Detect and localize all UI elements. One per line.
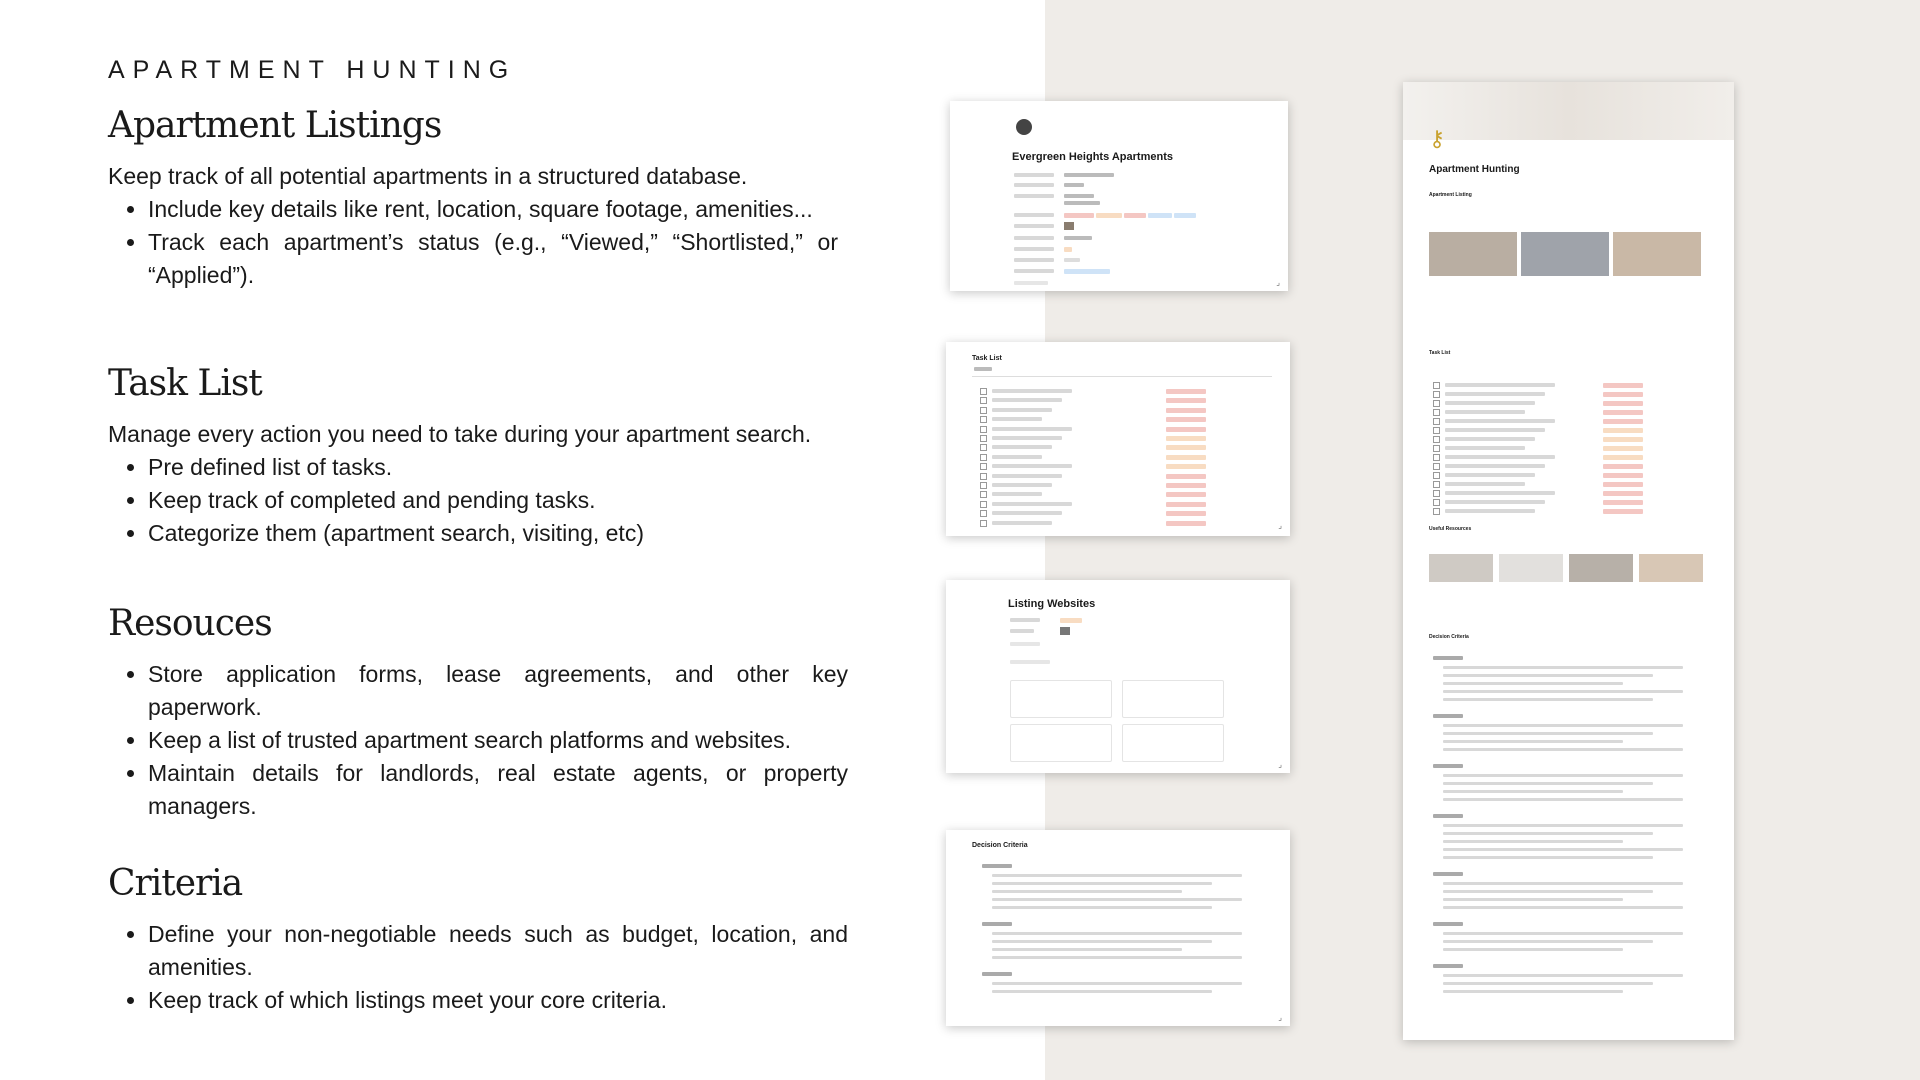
criteria-line	[1443, 940, 1653, 943]
property-row	[1014, 224, 1054, 228]
task-category-tag	[1166, 408, 1206, 413]
task-text-line	[992, 436, 1062, 440]
section-resources	[108, 603, 848, 823]
amenity-tag	[1148, 213, 1172, 218]
criteria-line	[1443, 798, 1683, 801]
criteria-line	[1443, 724, 1683, 727]
task-category-tag	[1603, 455, 1643, 460]
task-category-tag	[1603, 410, 1643, 415]
bullet-item: • Maintain details for landlords, real estate agents, or property managers.	[148, 757, 848, 823]
task-checkbox	[1433, 382, 1440, 389]
section-criteria	[108, 863, 848, 1017]
bullet-item: • Keep track of which listings meet your core criteria.	[148, 984, 848, 1017]
resize-handle-icon: ⌟	[1278, 521, 1282, 530]
task-category-tag	[1603, 392, 1643, 397]
task-category-tag	[1603, 383, 1643, 388]
criteria-group-heading	[1433, 764, 1463, 768]
website-card	[1122, 724, 1224, 762]
task-checkbox	[980, 416, 987, 423]
criteria-line	[1443, 682, 1623, 685]
task-category-tag	[1166, 389, 1206, 394]
criteria-group-heading	[982, 922, 1012, 926]
listing-photo	[1613, 232, 1701, 276]
resize-handle-icon: ⌟	[1276, 278, 1280, 287]
section-heading: Useful Resources	[1429, 526, 1472, 532]
criteria-line	[992, 956, 1242, 959]
criteria-line	[1443, 932, 1683, 935]
task-checkbox	[1433, 400, 1440, 407]
resource-photo	[1639, 554, 1703, 582]
task-text-line	[1445, 500, 1545, 504]
criteria-line	[1443, 890, 1653, 893]
property-row	[1010, 629, 1034, 633]
task-text-line	[1445, 446, 1525, 450]
task-checkbox	[980, 426, 987, 433]
task-category-tag	[1603, 473, 1643, 478]
preview-card-decision-criteria	[946, 830, 1290, 1026]
criteria-line	[992, 874, 1242, 877]
task-category-tag	[1166, 417, 1206, 422]
task-text-line	[992, 464, 1072, 468]
criteria-group-heading	[1433, 872, 1463, 876]
section-title: Task List	[108, 363, 262, 404]
task-checkbox	[1433, 436, 1440, 443]
page-title: Apartment Hunting	[1429, 164, 1520, 175]
criteria-line	[1443, 666, 1683, 669]
task-text-line	[992, 427, 1072, 431]
criteria-group-heading	[1433, 714, 1463, 718]
task-category-tag	[1603, 464, 1643, 469]
task-text-line	[1445, 509, 1535, 513]
bullet-item: • Categorize them (apartment search, visiting, etc)	[148, 517, 838, 550]
amenity-tag	[1124, 213, 1146, 218]
table-header-divider	[972, 376, 1272, 377]
task-text-line	[1445, 473, 1535, 477]
task-checkbox	[980, 397, 987, 404]
task-text-line	[992, 474, 1062, 478]
task-category-tag	[1603, 419, 1643, 424]
criteria-line	[1443, 740, 1623, 743]
listing-photo	[1521, 232, 1609, 276]
task-text-line	[992, 521, 1052, 525]
property-row	[1010, 618, 1040, 622]
task-checkbox	[980, 454, 987, 461]
task-category-tag	[1166, 511, 1206, 516]
task-category-tag	[1166, 483, 1206, 488]
criteria-line	[1443, 898, 1623, 901]
criteria-line	[1443, 790, 1623, 793]
task-text-line	[1445, 419, 1555, 423]
property-row	[1064, 194, 1094, 198]
task-category-tag	[1166, 502, 1206, 507]
cover-image	[1403, 82, 1734, 140]
criteria-group-heading	[1433, 922, 1463, 926]
task-category-tag	[1603, 428, 1643, 433]
section-heading: Task List	[1429, 350, 1451, 356]
task-text-line	[1445, 482, 1525, 486]
criteria-line	[1443, 882, 1683, 885]
page-icon	[1016, 119, 1032, 135]
preview-card-listing-websites	[946, 580, 1290, 773]
task-category-tag	[1166, 464, 1206, 469]
website-card	[1010, 680, 1112, 718]
bullet-list	[108, 658, 848, 823]
criteria-line	[1443, 824, 1683, 827]
criteria-group-heading	[1433, 814, 1463, 818]
bullet-item: • Keep a list of trusted apartment search platforms and websites.	[148, 724, 848, 757]
property-row	[1064, 258, 1080, 262]
cover-thumbnail	[1060, 627, 1070, 635]
criteria-line	[1443, 774, 1683, 777]
task-category-tag	[1603, 437, 1643, 442]
page-kicker: APARTMENT HUNTING	[108, 56, 517, 84]
task-category-tag	[1166, 474, 1206, 479]
property-row	[1064, 236, 1092, 240]
task-category-tag	[1603, 401, 1643, 406]
amenity-tag	[1064, 213, 1094, 218]
property-row	[1014, 258, 1054, 262]
task-text-line	[992, 408, 1052, 412]
task-checkbox	[980, 463, 987, 470]
task-checkbox	[1433, 472, 1440, 479]
task-checkbox	[980, 501, 987, 508]
task-checkbox	[1433, 418, 1440, 425]
view-tab	[974, 367, 992, 371]
criteria-line	[1443, 990, 1623, 993]
preview-title: Evergreen Heights Apartments	[1012, 151, 1173, 163]
criteria-group-heading	[982, 972, 1012, 976]
criteria-line	[992, 932, 1242, 935]
criteria-line	[1443, 906, 1683, 909]
criteria-line	[1443, 698, 1653, 701]
property-row	[1064, 183, 1084, 187]
preview-title: Decision Criteria	[972, 842, 1028, 849]
bullet-item: • Define your non-negotiable needs such as budget, location, and amenities.	[148, 918, 848, 984]
criteria-line	[992, 948, 1182, 951]
property-row	[1014, 281, 1048, 285]
criteria-line	[992, 940, 1212, 943]
task-text-line	[992, 398, 1062, 402]
preview-full-page	[1403, 82, 1734, 1040]
task-checkbox	[980, 491, 987, 498]
task-text-line	[992, 389, 1072, 393]
criteria-line	[1443, 690, 1683, 693]
task-text-line	[992, 492, 1042, 496]
section-title: Resouces	[108, 603, 272, 644]
website-card	[1122, 680, 1224, 718]
bullet-item: • Keep track of completed and pending tasks.	[148, 484, 838, 517]
property-row	[1064, 201, 1100, 205]
task-text-line	[992, 502, 1072, 506]
rating-tag	[1064, 247, 1072, 252]
task-text-line	[1445, 383, 1555, 387]
criteria-line	[1443, 848, 1683, 851]
task-text-line	[1445, 428, 1545, 432]
resize-handle-icon: ⌟	[1278, 760, 1282, 769]
section-heading: Apartment Listing	[1429, 192, 1472, 198]
preview-card-listing-detail	[950, 101, 1288, 291]
property-row	[1014, 183, 1054, 187]
property-row	[1014, 194, 1054, 198]
bullet-item: • Include key details like rent, location, square footage, amenities...	[148, 193, 838, 226]
criteria-line	[992, 898, 1242, 901]
resource-photo	[1499, 554, 1563, 582]
task-category-tag	[1166, 455, 1206, 460]
criteria-group-heading	[1433, 964, 1463, 968]
task-checkbox	[1433, 454, 1440, 461]
criteria-line	[1443, 856, 1653, 859]
website-card	[1010, 724, 1112, 762]
task-text-line	[1445, 401, 1535, 405]
bullet-item: • Pre defined list of tasks.	[148, 451, 838, 484]
criteria-line	[1443, 732, 1653, 735]
bullet-list	[108, 451, 838, 550]
bullet-item: • Store application forms, lease agreements, and other key paperwork.	[148, 658, 848, 724]
property-row	[1010, 660, 1050, 664]
section-title: Criteria	[108, 863, 243, 904]
task-text-line	[992, 445, 1052, 449]
preview-title: Task List	[972, 355, 1002, 362]
criteria-line	[1443, 674, 1653, 677]
task-checkbox	[980, 435, 987, 442]
thumbnail-image	[1064, 222, 1074, 230]
task-category-tag	[1603, 509, 1643, 514]
property-row	[1064, 173, 1114, 177]
bullet-item: • Track each apartment’s status (e.g., “Viewed,” “Shortlisted,” or “Applied”).	[148, 226, 838, 292]
task-category-tag	[1166, 427, 1206, 432]
section-task-list	[108, 364, 838, 550]
task-checkbox	[980, 482, 987, 489]
task-checkbox	[1433, 391, 1440, 398]
task-checkbox	[1433, 499, 1440, 506]
key-icon: ⚷	[1429, 126, 1446, 151]
property-row	[1014, 173, 1054, 177]
property-row	[1014, 236, 1054, 240]
preview-card-task-list	[946, 342, 1290, 536]
property-row	[1014, 213, 1054, 217]
task-checkbox	[980, 510, 987, 517]
criteria-line	[1443, 748, 1683, 751]
category-tag	[1060, 618, 1082, 623]
task-checkbox	[1433, 490, 1440, 497]
criteria-line	[992, 982, 1242, 985]
task-checkbox	[980, 444, 987, 451]
property-row	[1010, 642, 1040, 646]
task-category-tag	[1603, 491, 1643, 496]
task-category-tag	[1603, 482, 1643, 487]
task-text-line	[1445, 464, 1545, 468]
listing-photo	[1429, 232, 1517, 276]
criteria-line	[1443, 948, 1623, 951]
task-checkbox	[980, 407, 987, 414]
property-row	[1014, 269, 1054, 273]
task-checkbox	[980, 520, 987, 527]
section-intro: Keep track of all potential apartments in a structured database.	[108, 162, 748, 189]
task-checkbox	[1433, 481, 1440, 488]
task-checkbox	[1433, 445, 1440, 452]
resize-handle-icon: ⌟	[1278, 1013, 1282, 1022]
preview-title: Listing Websites	[1008, 598, 1096, 610]
task-category-tag	[1166, 492, 1206, 497]
criteria-line	[1443, 832, 1653, 835]
task-text-line	[1445, 410, 1525, 414]
task-text-line	[992, 483, 1052, 487]
task-category-tag	[1166, 521, 1206, 526]
criteria-line	[992, 906, 1212, 909]
status-tag	[1064, 269, 1110, 274]
task-text-line	[992, 417, 1042, 421]
task-checkbox	[980, 473, 987, 480]
task-text-line	[992, 511, 1062, 515]
resource-photo	[1569, 554, 1633, 582]
criteria-line	[1443, 982, 1653, 985]
task-checkbox	[1433, 508, 1440, 515]
criteria-line	[1443, 782, 1653, 785]
criteria-group-heading	[982, 864, 1012, 868]
section-heading: Decision Criteria	[1429, 634, 1469, 640]
task-text-line	[1445, 455, 1555, 459]
criteria-group-heading	[1433, 656, 1463, 660]
section-title: Apartment Listings	[108, 105, 442, 146]
criteria-line	[1443, 974, 1683, 977]
bullet-list	[108, 918, 848, 1017]
task-text-line	[1445, 392, 1545, 396]
criteria-line	[992, 882, 1212, 885]
task-checkbox	[1433, 409, 1440, 416]
section-intro: Manage every action you need to take during your apartment search.	[108, 420, 812, 447]
section-apartment-listings	[108, 106, 838, 292]
task-category-tag	[1603, 500, 1643, 505]
criteria-line	[1443, 840, 1623, 843]
task-text-line	[1445, 437, 1535, 441]
task-category-tag	[1166, 436, 1206, 441]
task-checkbox	[980, 388, 987, 395]
task-text-line	[992, 455, 1042, 459]
task-category-tag	[1166, 398, 1206, 403]
task-category-tag	[1603, 446, 1643, 451]
feature-description-column	[108, 56, 848, 1013]
amenity-tag	[1174, 213, 1196, 218]
task-text-line	[1445, 491, 1555, 495]
resource-photo	[1429, 554, 1493, 582]
criteria-line	[992, 890, 1182, 893]
task-checkbox	[1433, 427, 1440, 434]
task-category-tag	[1166, 445, 1206, 450]
property-row	[1014, 247, 1054, 251]
task-checkbox	[1433, 463, 1440, 470]
bullet-list	[108, 193, 838, 292]
amenity-tag	[1096, 213, 1122, 218]
criteria-line	[992, 990, 1212, 993]
